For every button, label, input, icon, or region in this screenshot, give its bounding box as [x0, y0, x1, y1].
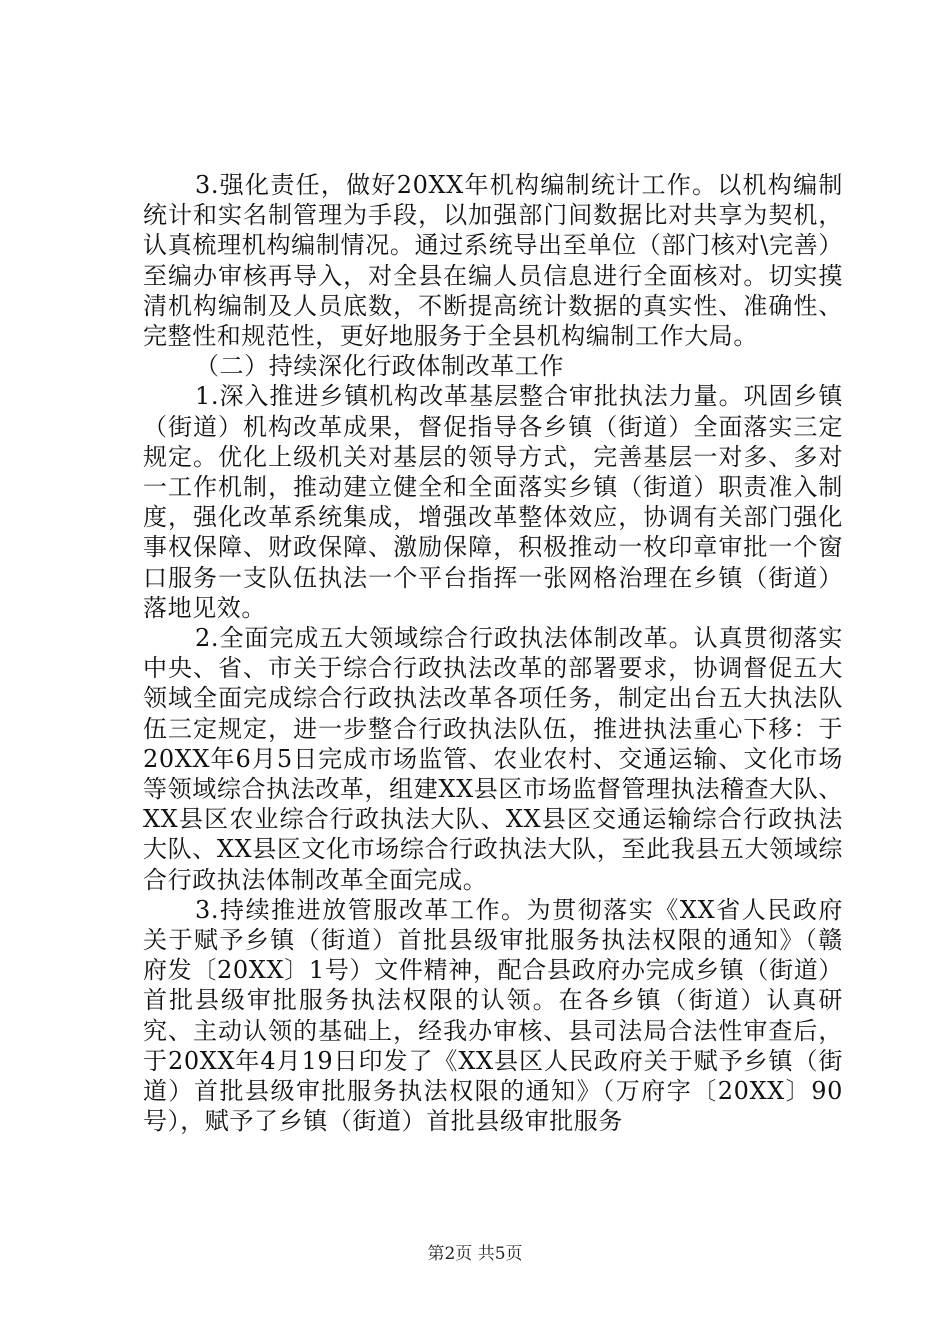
- paragraph-service-reform: 3.持续推进放管服改革工作。为贯彻落实《XX省人民政府关于赋予乡镇（街道）首批县级审批服务执法权限的通知》（赣府发〔20XX〕1号）文件精神，配合县政府办完成乡镇（街道）首批县级审批服务执法权限的认领。在各乡镇（街道）认真研究、主动认领的基础上，经我办审核、县司法局合法性审查后，于20XX年4月19日印发了《XX县区人民政府关于赋予乡镇（街道）首批县级审批服务执法权限的通知》（万府字〔20XX〕90号），赋予了乡镇（街道）首批县级审批服务: [143, 895, 843, 1136]
- section-heading-admin-reform: （二）持续深化行政体制改革工作: [195, 352, 564, 381]
- paragraph-township-reform: 1.深入推进乡镇机构改革基层整合审批执法力量。巩固乡镇（街道）机构改革成果，督促指导各乡镇（街道）全面落实三定规定。优化上级机关对基层的领导方式，完善基层一对多、多对一工作机制，推动建立健全和全面落实乡镇（街道）职责准入制度，强化改革系统集成，增强改革整体效应，协调有关部门强化事权保障、财政保障、激励保障，积极推动一枚印章审批一个窗口服务一支队伍执法一个平台指挥一张网格治理在乡镇（街道）落地见效。: [143, 382, 843, 622]
- document-body: [143, 170, 843, 1137]
- paragraph-law-enforcement-reform: 2.全面完成五大领域综合行政执法体制改革。认真贯彻落实中央、省、市关于综合行政执法改革的部署要求，协调督促五大领域全面完成综合行政执法改革各项任务，制定出台五大执法队伍三定规定，进一步整合行政执法队伍，推进执法重心下移：于20XX年6月5日完成市场监管、农业农村、交通运输、文化市场等领域综合执法改革，组建XX县区市场监督管理执法稽查大队、XX县区农业综合行政执法大队、XX县区交通运输综合行政执法大队、XX县区文化市场综合行政执法大队，至此我县五大领域综合行政执法体制改革全面完成。: [143, 624, 843, 894]
- paragraph-statistics-work: 3.强化责任，做好20XX年机构编制统计工作。以机构编制统计和实名制管理为手段，以加强部门间数据比对共享为契机，认真梳理机构编制情况。通过系统导出至单位（部门核对\完善）至编办审核再导入，对全县在编人员信息进行全面核对。切实摸清机构编制及人员底数，不断提高统计数据的真实性、准确性、完整性和规范性，更好地服务于全县机构编制工作大局。: [143, 171, 843, 351]
- page-footer: [0, 1243, 950, 1265]
- page-number-label: 第2页 共5页: [427, 1244, 523, 1264]
